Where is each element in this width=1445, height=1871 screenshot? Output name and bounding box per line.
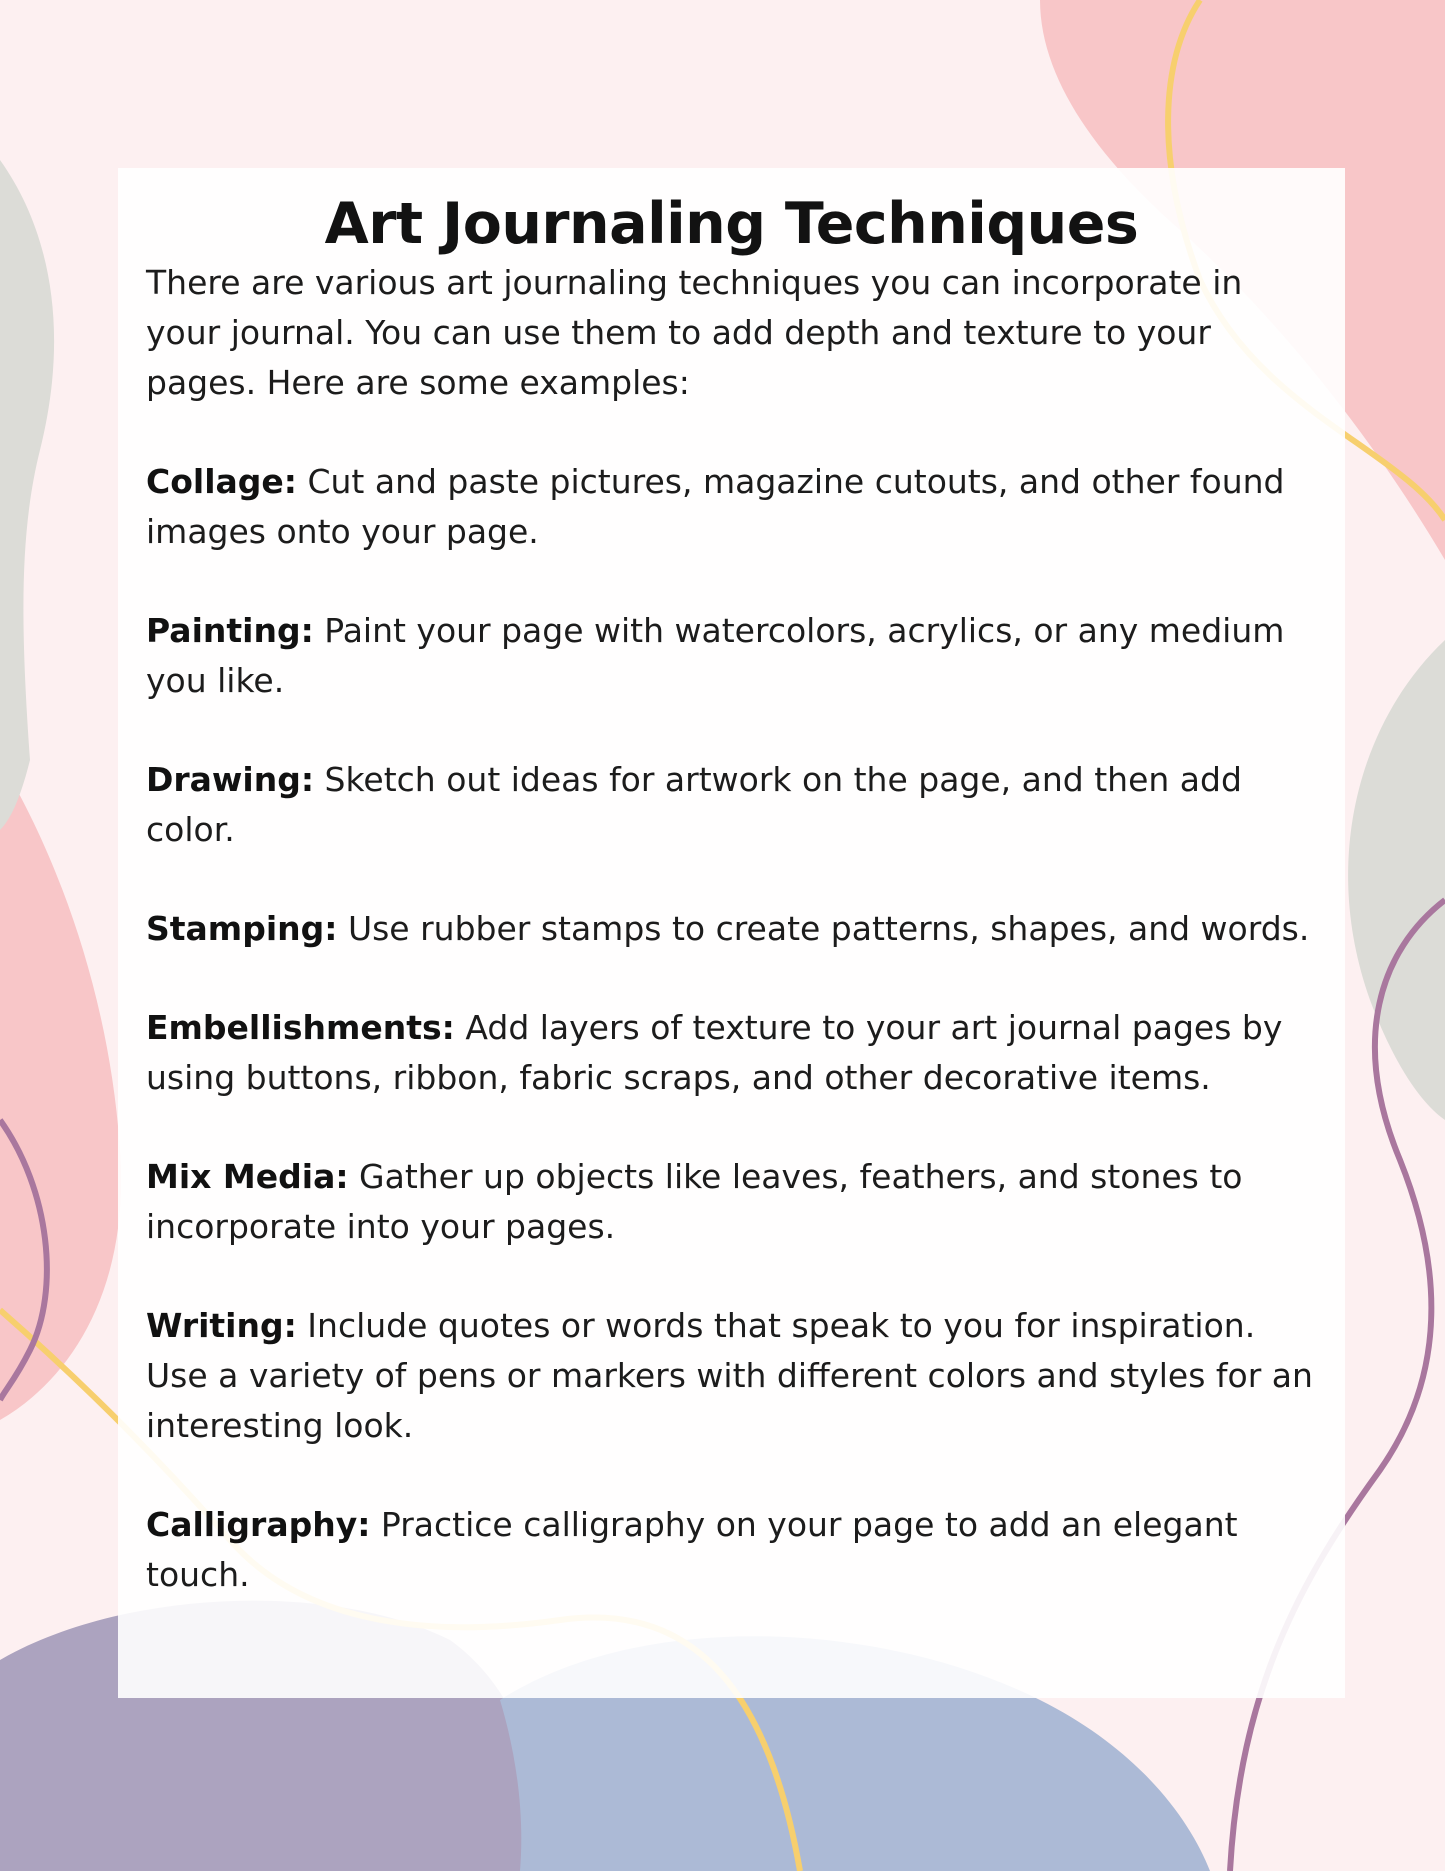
gray-blob-left — [0, 160, 54, 830]
technique-description: Use rubber stamps to create patterns, shapes, and words. — [337, 909, 1310, 948]
technique-term: Writing: — [146, 1306, 297, 1345]
content-card — [118, 168, 1345, 1698]
technique-description: Sketch out ideas for artwork on the page, and then add color. — [146, 760, 1242, 849]
technique-term: Embellishments: — [146, 1008, 455, 1047]
technique-painting — [146, 606, 1317, 706]
technique-term: Collage: — [146, 462, 297, 501]
technique-description: Paint your page with watercolors, acrylics, or any medium you like. — [146, 611, 1285, 700]
technique-term: Stamping: — [146, 909, 338, 948]
technique-term: Drawing: — [146, 760, 315, 799]
page-title: Art Journaling Techniques — [324, 191, 1139, 257]
technique-term: Calligraphy: — [146, 1505, 371, 1544]
technique-description: Add layers of texture to your art journal pages by using buttons, ribbon, fabric scraps, and other decorative items. — [146, 1008, 1283, 1097]
technique-stamping — [146, 904, 1317, 954]
gray-blob-right — [1348, 640, 1445, 1120]
technique-embellishments — [146, 1003, 1317, 1103]
pink-blob-left — [0, 760, 121, 1420]
technique-collage — [146, 457, 1317, 557]
technique-description: Practice calligraphy on your page to add an elegant touch. — [146, 1505, 1238, 1594]
technique-description: Gather up objects like leaves, feathers, and stones to incorporate into your pages. — [146, 1157, 1243, 1246]
technique-description: Cut and paste pictures, magazine cutouts, and other found images onto your page. — [146, 462, 1285, 551]
intro-paragraph: There are various art journaling techniques you can incorporate in your journal. You can use them to add depth and texture to your pages. Here are some examples: — [146, 263, 1243, 402]
technique-description: Include quotes or words that speak to you for inspiration. Use a variety of pens or markers with different colors and styles for an interesting look. — [146, 1306, 1313, 1445]
technique-term: Painting: — [146, 611, 314, 650]
technique-calligraphy — [146, 1500, 1317, 1600]
technique-writing — [146, 1301, 1317, 1451]
technique-term: Mix Media: — [146, 1157, 349, 1196]
technique-mix-media — [146, 1152, 1317, 1252]
technique-drawing — [146, 755, 1317, 855]
